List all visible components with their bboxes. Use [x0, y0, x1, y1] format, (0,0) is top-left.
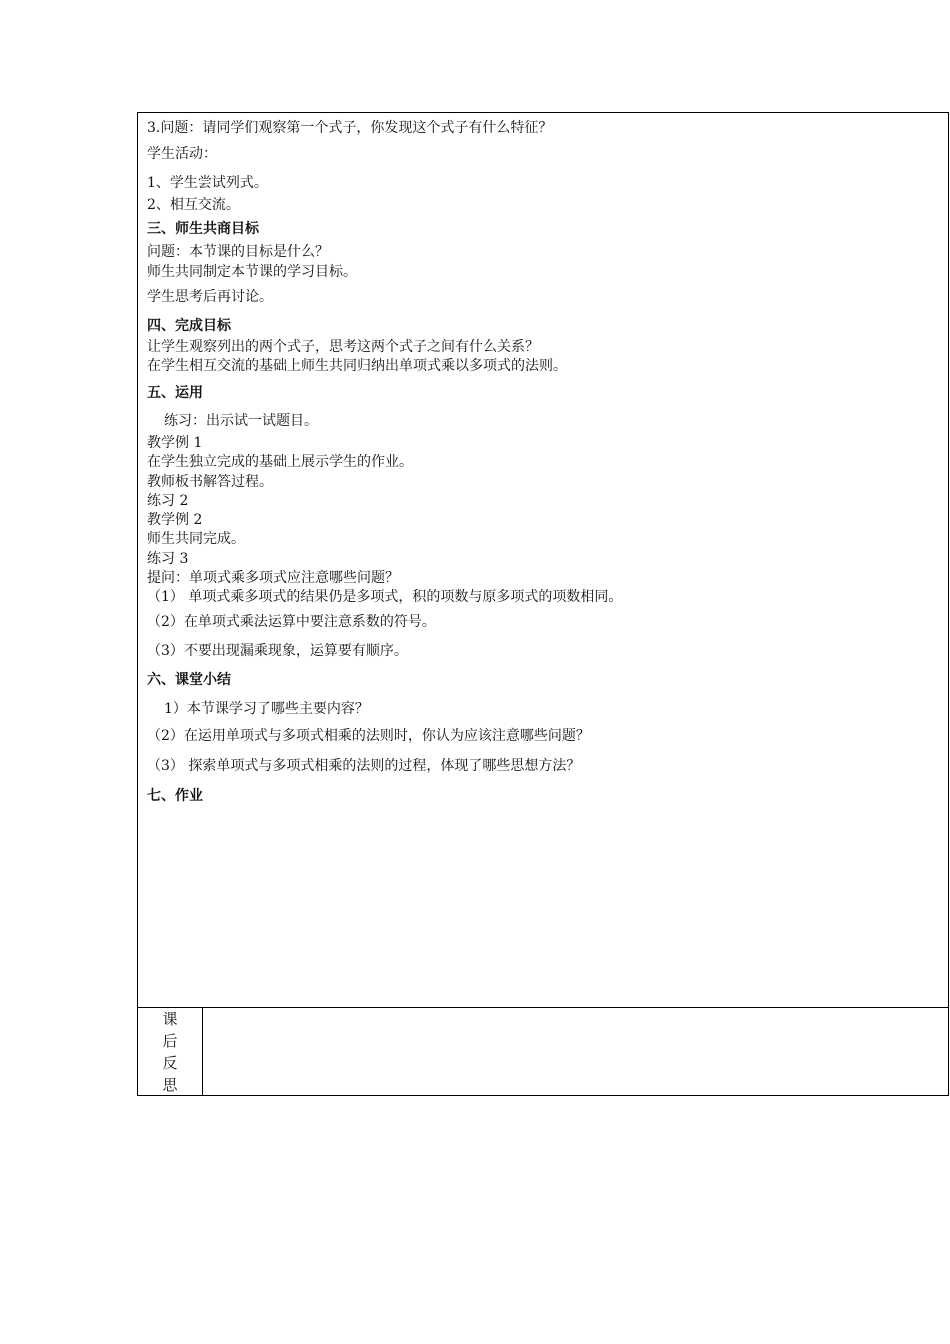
reflection-label-char: 课 [162, 1009, 178, 1028]
content-line: 1）本节课学习了哪些主要内容？ [164, 701, 369, 717]
content-line: （3）不要出现漏乘现象，运算要有顺序。 [147, 643, 408, 659]
content-line: 教师板书解答过程。 [147, 474, 273, 490]
section-heading: 三、师生共商目标 [147, 221, 259, 237]
content-line: 练习 3 [147, 551, 189, 567]
section-heading: 七、作业 [147, 788, 203, 804]
reflection-label-char: 思 [162, 1075, 178, 1094]
reflection-answer-cell [203, 1008, 948, 1095]
content-line: 练习 2 [147, 493, 189, 509]
lesson-plan-table [137, 112, 949, 1096]
content-line: 学生思考后再讨论。 [147, 289, 273, 305]
section-heading: 五、运用 [147, 385, 203, 401]
content-line: （1） 单项式乘多项式的结果仍是多项式，积的项数与原多项式的项数相同。 [147, 589, 623, 605]
content-line: 师生共同完成。 [147, 531, 245, 547]
content-line: 在学生独立完成的基础上展示学生的作业。 [147, 454, 413, 470]
content-line: （3） 探索单项式与多项式相乘的法则的过程，体现了哪些思想方法？ [147, 758, 581, 774]
reflection-label-char: 反 [162, 1053, 178, 1072]
content-line: 练习：出示试一试题目。 [164, 413, 318, 429]
content-line: 问题：本节课的目标是什么？ [147, 244, 329, 260]
content-line: 教学例 2 [147, 512, 203, 528]
content-line: 让学生观察列出的两个式子，思考这两个式子之间有什么关系？ [147, 339, 539, 355]
lesson-content-cell [138, 113, 948, 1007]
reflection-label-char: 后 [162, 1031, 178, 1050]
content-line: 师生共同制定本节课的学习目标。 [147, 264, 357, 280]
section-heading: 四、完成目标 [147, 318, 231, 334]
reflection-label-cell [138, 1008, 202, 1095]
content-line: 学生活动： [147, 146, 217, 162]
content-line: 1、学生尝试列式。 [147, 175, 268, 191]
content-line: 3.问题：请同学们观察第一个式子，你发现这个式子有什么特征？ [147, 120, 553, 136]
content-line: 在学生相互交流的基础上师生共同归纳出单项式乘以多项式的法则。 [147, 358, 567, 374]
content-line: 教学例 1 [147, 435, 203, 451]
content-line: （2）在单项式乘法运算中要注意系数的符号。 [147, 614, 436, 630]
section-heading: 六、课堂小结 [147, 672, 231, 688]
content-line: 提问：单项式乘多项式应注意哪些问题？ [147, 570, 399, 586]
content-line: （2）在运用单项式与多项式相乘的法则时，你认为应该注意哪些问题？ [147, 728, 590, 744]
content-line: 2、相互交流。 [147, 197, 240, 213]
